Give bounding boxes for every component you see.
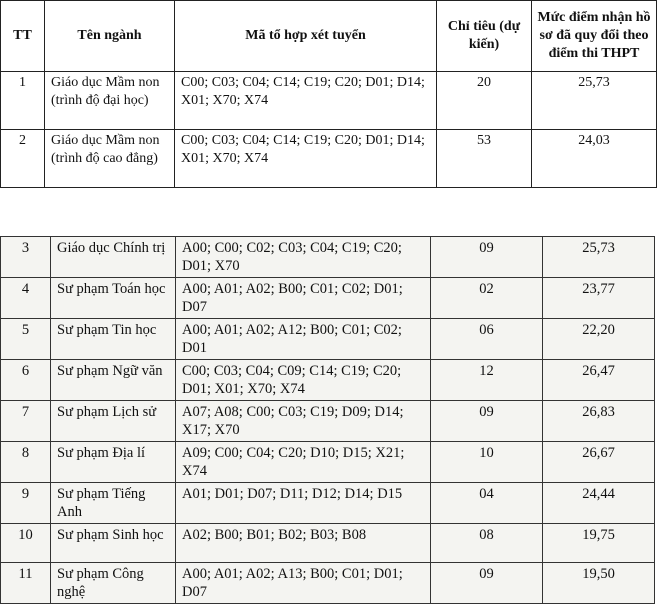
table-row [1,319,655,360]
header-muc-diem: Mức điểm nhận hồ sơ đã quy đổi theo điểm thi THPT [532,1,657,72]
cell-chi-tieu: 09 [431,401,543,442]
cell-to-hop: A07; A08; C00; C03; C19; D09; D14; X17; X70 [176,401,431,442]
table-row [1,237,655,278]
table-row [1,278,655,319]
cell-tt: 5 [1,319,51,360]
cell-diem: 25,73 [543,237,655,278]
cell-to-hop: A00; A01; A02; A13; B00; C01; D01; D07 [176,563,431,604]
table-row [1,524,655,563]
cell-tt: 1 [1,72,45,130]
cell-to-hop: A09; C00; C04; C20; D10; D15; X21; X74 [176,442,431,483]
table-row [1,563,655,604]
cell-chi-tieu: 10 [431,442,543,483]
cell-ten-nganh: Sư phạm Ngữ văn [51,360,176,401]
cell-ten-nganh: Sư phạm Toán học [51,278,176,319]
cell-tt: 3 [1,237,51,278]
table-row [1,130,657,188]
cell-tt: 4 [1,278,51,319]
cell-ten-nganh: Giáo dục Mầm non (trình độ đại học) [45,72,175,130]
header-ma-to-hop: Mã tổ hợp xét tuyển [175,1,437,72]
cell-chi-tieu: 06 [431,319,543,360]
cell-tt: 2 [1,130,45,188]
cell-to-hop: A02; B00; B01; B02; B03; B08 [176,524,431,563]
header-tt: TT [1,1,45,72]
cell-ten-nganh: Sư phạm Sinh học [51,524,176,563]
cell-ten-nganh: Sư phạm Tiếng Anh [51,483,176,524]
cell-diem: 22,20 [543,319,655,360]
cell-ten-nganh: Sư phạm Địa lí [51,442,176,483]
cell-tt: 9 [1,483,51,524]
cell-diem: 19,50 [543,563,655,604]
header-row [1,1,657,72]
table-row [1,483,655,524]
cell-chi-tieu: 20 [437,72,532,130]
cell-to-hop: A00; C00; C02; C03; C04; C19; C20; D01; X70 [176,237,431,278]
cell-chi-tieu: 09 [431,237,543,278]
cell-diem: 24,44 [543,483,655,524]
cell-tt: 10 [1,524,51,563]
cell-to-hop: A01; D01; D07; D11; D12; D14; D15 [176,483,431,524]
cell-to-hop: C00; C03; C04; C14; C19; C20; D01; D14; X01; X70; X74 [175,72,437,130]
admission-table-1 [0,0,657,188]
cell-chi-tieu: 04 [431,483,543,524]
cell-diem: 19,75 [543,524,655,563]
cell-ten-nganh: Sư phạm Công nghệ [51,563,176,604]
table-row [1,72,657,130]
header-chi-tieu: Chỉ tiêu (dự kiến) [437,1,532,72]
cell-tt: 8 [1,442,51,483]
cell-ten-nganh: Giáo dục Chính trị [51,237,176,278]
table-row [1,442,655,483]
cell-to-hop: A00; A01; A02; A12; B00; C01; C02; D01 [176,319,431,360]
cell-to-hop: C00; C03; C04; C14; C19; C20; D01; D14; X01; X70; X74 [175,130,437,188]
cell-chi-tieu: 12 [431,360,543,401]
cell-chi-tieu: 02 [431,278,543,319]
table-row [1,401,655,442]
cell-ten-nganh: Giáo dục Mầm non (trình độ cao đẳng) [45,130,175,188]
cell-diem: 25,73 [532,72,657,130]
cell-ten-nganh: Sư phạm Lịch sử [51,401,176,442]
table-row [1,360,655,401]
admission-table-2 [0,236,655,604]
cell-chi-tieu: 53 [437,130,532,188]
cell-tt: 6 [1,360,51,401]
page-gap [0,193,660,236]
cell-diem: 24,03 [532,130,657,188]
cell-diem: 23,77 [543,278,655,319]
cell-ten-nganh: Sư phạm Tin học [51,319,176,360]
cell-diem: 26,67 [543,442,655,483]
cell-to-hop: C00; C03; C04; C09; C14; C19; C20; D01; X01; X70; X74 [176,360,431,401]
cell-diem: 26,47 [543,360,655,401]
cell-diem: 26,83 [543,401,655,442]
cell-tt: 7 [1,401,51,442]
cell-to-hop: A00; A01; A02; B00; C01; C02; D01; D07 [176,278,431,319]
cell-tt: 11 [1,563,51,604]
cell-chi-tieu: 09 [431,563,543,604]
cell-chi-tieu: 08 [431,524,543,563]
header-ten-nganh: Tên ngành [45,1,175,72]
